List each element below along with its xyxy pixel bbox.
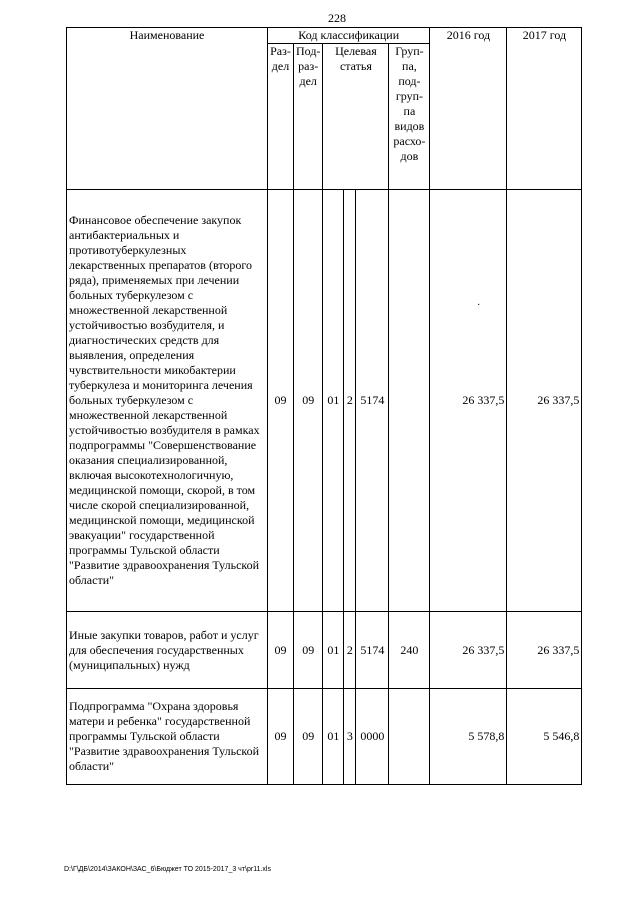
row-amount-2017: 26 337,5 [507,190,582,612]
row-article-program: 01 [323,612,344,689]
row-article-subprogram: 3 [344,689,356,785]
row-section: 09 [268,190,294,612]
row-subsection: 09 [294,689,323,785]
header-row-1 [67,28,582,44]
row-amount-2017: 5 546,8 [507,689,582,785]
header-name: Наименование [67,28,268,190]
header-year-2017: 2017 год [507,28,582,190]
row-section: 09 [268,689,294,785]
table-row [67,190,582,612]
table-row [67,689,582,785]
header-target-article: Целевая статья [323,44,389,190]
row-name: Подпрограмма "Охрана здоровья матери и ребенка" государственной программы Тульской области "Развитие здравоохранения Тульской области" [67,689,268,785]
header-subsection: Под- раз- дел [294,44,323,190]
row-section: 09 [268,612,294,689]
row-amount-2016: 26 337,5 [430,190,507,612]
row-subsection: 09 [294,190,323,612]
header-section: Раз- дел [268,44,294,190]
row-article-program: 01 [323,190,344,612]
table-row [67,612,582,689]
header-expense-group: Груп- па, под- груп- па видов расхо- дов [389,44,430,190]
budget-table [66,27,582,785]
header-year-2016: 2016 год [430,28,507,190]
row-expense-group: 240 [389,612,430,689]
row-subsection: 09 [294,612,323,689]
row-amount-2016: 26 337,5 [430,612,507,689]
row-article-direction: 5174 [356,612,389,689]
row-name: Иные закупки товаров, работ и услуг для обеспечения государственных (муниципальных) нужд [67,612,268,689]
row-name: Финансовое обеспечение закупок антибактериальных и противотуберкулезных лекарственных препаратов (второго ряда), применяемых при лечении больных туберкулезом с множественной лекарственной устойчивостью возбудителя, и диагностических средств для выявления, определения чувствительности микобактерии туберкулеза и мониторинга лечения больных туберкулезом с множественной лекарственной устойчивостью возбудителя в рамках подпрограммы "Совершенствование оказания специализированной, включая высокотехнологичную, медицинской помощи, скорой, в том числе скорой специализированной, медицинской помощи, медицинской эвакуации" государственной программы Тульской области "Развитие здравоохранения Тульской области" [67,190,268,612]
row-article-direction: 5174 [356,190,389,612]
row-article-subprogram: 2 [344,612,356,689]
row-amount-2017: 26 337,5 [507,612,582,689]
row-article-subprogram: 2 [344,190,356,612]
row-expense-group [389,689,430,785]
row-article-program: 01 [323,689,344,785]
header-classification: Код классификации [268,28,430,44]
row-article-direction: 0000 [356,689,389,785]
file-path-footer: D:\Г\ДБ\2014\ЗАКОН\ЗАС_6\Бюджет ТО 2015-2017_3 чт\pr11.xls [64,866,271,873]
scan-artifact-dot: · [477,300,481,311]
page-number: 228 [328,11,346,25]
row-amount-2016: 5 578,8 [430,689,507,785]
row-expense-group [389,190,430,612]
